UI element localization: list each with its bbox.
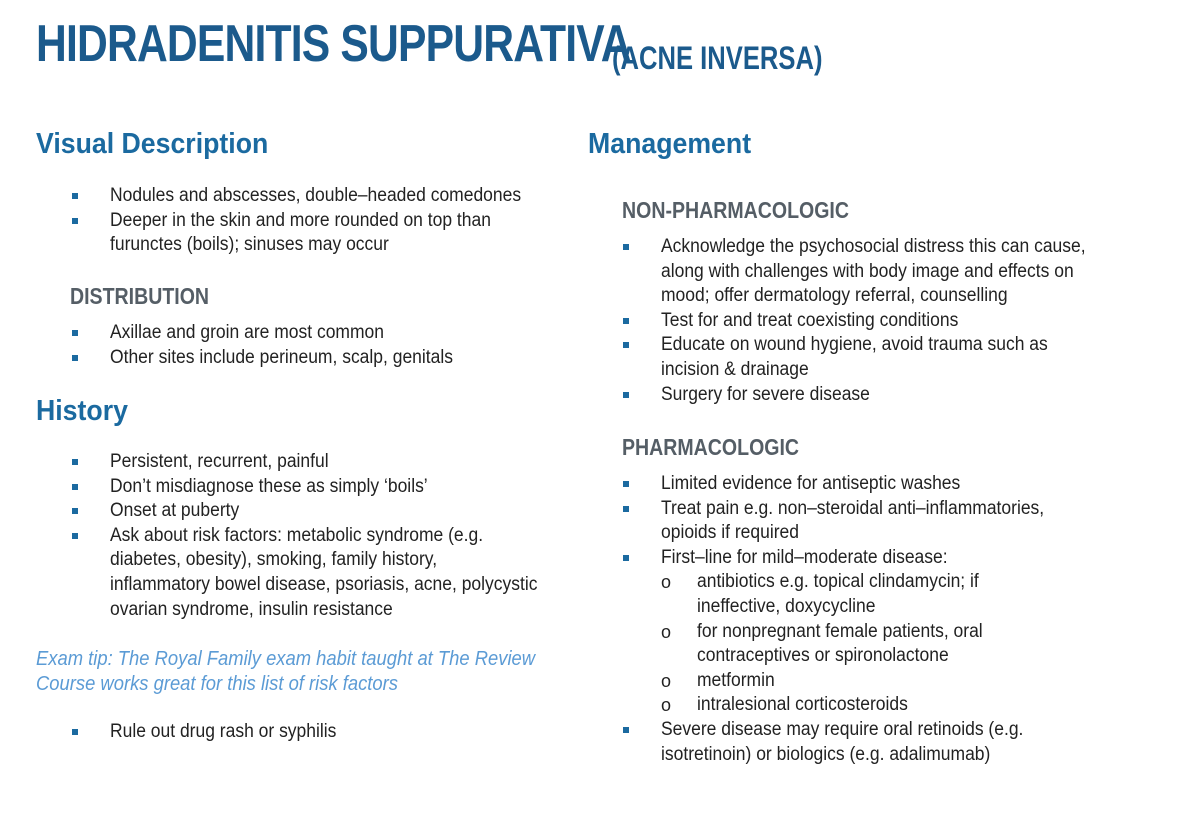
list-item: Acknowledge the psychosocial distress this can cause, along with challenges with body image and effects on mood; offer dermatology referral, counselling [623,235,1163,309]
page-title: HIDRADENITIS SUPPURATIVA [36,15,631,73]
bullet-marker [72,330,78,336]
first-line-sublist [661,570,1163,718]
sub-list-item: o intralesional corticosteroids [661,693,1163,718]
circle-bullet-icon: o [661,670,672,691]
list-item: Treat pain e.g. non–steroidal anti–inflammatories, opioids if required [623,497,1163,546]
list-item: Severe disease may require oral retinoids (e.g. isotretinoin) or biologics (e.g. adalimumab) [623,718,1163,767]
circle-bullet-icon: o [661,695,672,716]
exam-tip: Exam tip: The Royal Family exam habit taught at The Review Course works great for this list of risk factors [36,648,536,695]
sub-list-item: o for nonpregnant female patients, oral contraceptives or spironolactone [661,620,983,667]
list-item: Don’t misdiagnose these as simply ‘boils’ [72,475,592,500]
list-item: Axillae and groin are most common [72,321,572,346]
bullet-marker [72,459,78,465]
bullet-marker [623,244,629,250]
circle-bullet-icon: o [661,621,672,642]
bullet-marker [623,727,629,733]
bullet-marker [72,533,78,539]
list-item: Surgery for severe disease [623,383,1163,408]
list-item: Educate on wound hygiene, avoid trauma such as incision & drainage [623,333,1163,382]
history-heading: History [36,395,128,427]
bullet-marker [72,193,78,199]
bullet-marker [623,555,629,561]
history-list [72,450,592,622]
list-item: Ask about risk factors: metabolic syndrome (e.g. diabetes, obesity), smoking, family history, inflammatory bowel disease, psoriasis, acne, polycystic ovarian syndrome, insulin resistance [72,524,592,622]
bullet-marker [72,484,78,490]
bullet-marker [72,355,78,361]
sub-list-item: o metformin [661,669,1163,694]
list-item: Test for and treat coexisting conditions [623,309,1163,334]
distribution-heading: DISTRIBUTION [70,283,210,309]
circle-bullet-icon: o [661,572,672,593]
list-item: Other sites include perineum, scalp, genitals [72,346,572,371]
bullet-marker [623,392,629,398]
rule-out-list [72,720,572,745]
list-item: Onset at puberty [72,499,592,524]
page-subtitle: (ACNE INVERSA) [612,40,823,76]
bullet-marker [72,729,78,735]
visual-description-heading: Visual Description [36,128,269,160]
bullet-marker [72,218,78,224]
bullet-marker [72,508,78,514]
list-item: Persistent, recurrent, painful [72,450,592,475]
sub-list-item: o antibiotics e.g. topical clindamycin; if ineffective, doxycycline [661,571,979,617]
management-heading: Management [588,128,752,160]
visual-description-list [72,184,572,258]
bullet-marker [623,481,629,487]
list-item: Deeper in the skin and more rounded on top than furunctes (boils); sinuses may occur [72,209,572,258]
bullet-marker [623,342,629,348]
list-item: Limited evidence for antiseptic washes [623,472,1163,497]
list-item: Nodules and abscesses, double–headed comedones [72,184,572,209]
non-pharmacologic-heading: NON-PHARMACOLOGIC [622,197,849,223]
distribution-list [72,321,572,370]
pharmacologic-list [623,472,1163,767]
list-item: Rule out drug rash or syphilis [72,720,572,745]
pharmacologic-heading: PHARMACOLOGIC [622,434,800,460]
list-item: First–line for mild–moderate disease: o antibiotics e.g. topical clindamycin; if ineffective, doxycycline o for nonpregnant female patients, oral contraceptives or spironolactone o metformin o intralesional corticosteroids [623,546,1163,718]
bullet-marker [623,506,629,512]
bullet-marker [623,318,629,324]
non-pharmacologic-list [623,235,1163,407]
